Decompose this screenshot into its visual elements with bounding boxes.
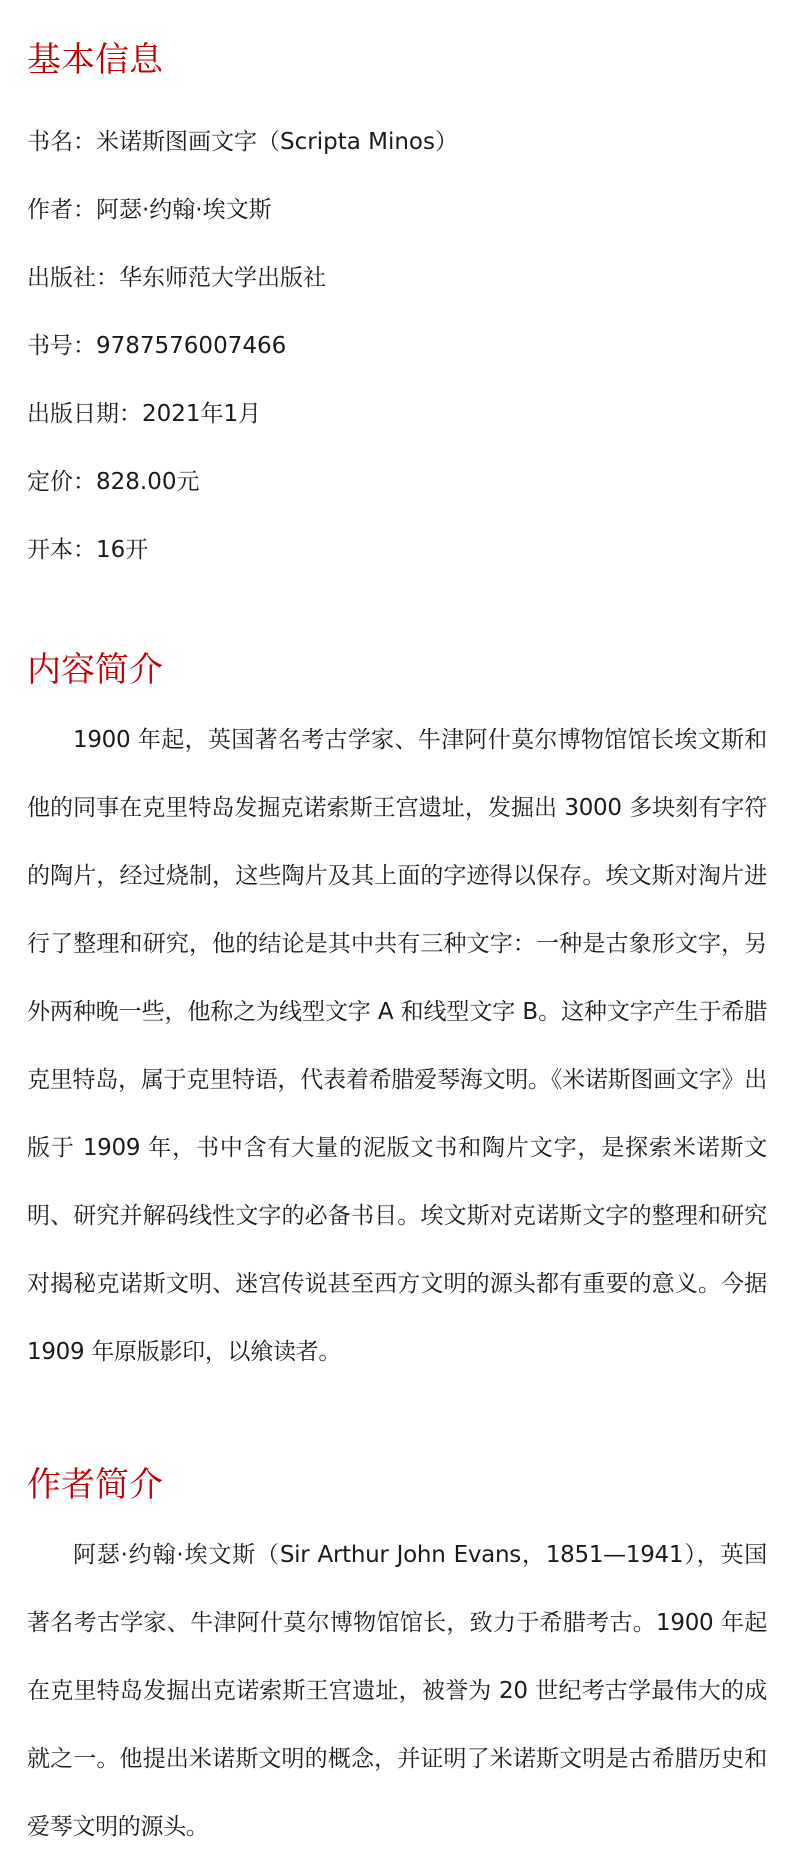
summary-paragraph: 1900 年起，英国著名考古学家、牛津阿什莫尔博物馆馆长埃文斯和他的同事在克里特岛发掘克诺索斯王宫遗址，发掘出 3000 多块刻有字符的陶片，经过烧制，这些陶片及其上面的字迹得以保存。埃文斯对淘片进行了整理和研究，他的结论是其中共有三种文字：一种是古象形文字，另外两种晚一些，他称之为线型文字 A 和线型文字 B。这种文字产生于希腊克里特岛，属于克里特语，代表着希腊爱琴海文明。《米诺斯图画文字》出版于 1909 年，书中含有大量的泥版文书和陶片文字，是探索米诺斯文明、研究并解码线性文字的必备书目。埃文斯对克诺斯文字的整理和研究对揭秘克诺斯文明、迷宫传说甚至西方文明的源头都有重要的意义。今据 1909 年原版影印，以飨读者。 [27,727,767,1365]
info-publish-date: 出版日期：2021年1月 [27,401,262,427]
info-price: 定价：828.00元 [27,469,200,495]
info-isbn: 书号：9787576007466 [27,333,287,359]
author-paragraph: 阿瑟·约翰·埃文斯（Sir Arthur John Evans，1851—1941），英国著名考古学家、牛津阿什莫尔博物馆馆长，致力于希腊考古。1900 年起在克里特岛发掘出克诺索斯王宫遗址，被誉为 20 世纪考古学最伟大的成就之一。他提出米诺斯文明的概念，并证明了米诺斯文明是古希腊历史和爱琴文明的源头。 [27,1542,767,1840]
info-author: 作者：阿瑟·约翰·埃文斯 [27,197,272,223]
basic-info-heading: 基本信息 [27,40,163,80]
info-format: 开本：16开 [27,537,149,563]
info-book-title: 书名：米诺斯图画文字（Scripta Minos） [27,129,458,155]
info-publisher: 出版社：华东师范大学出版社 [27,265,326,291]
summary-heading: 内容简介 [27,650,163,690]
basic-info-list [27,108,458,584]
author-heading: 作者简介 [27,1465,163,1505]
